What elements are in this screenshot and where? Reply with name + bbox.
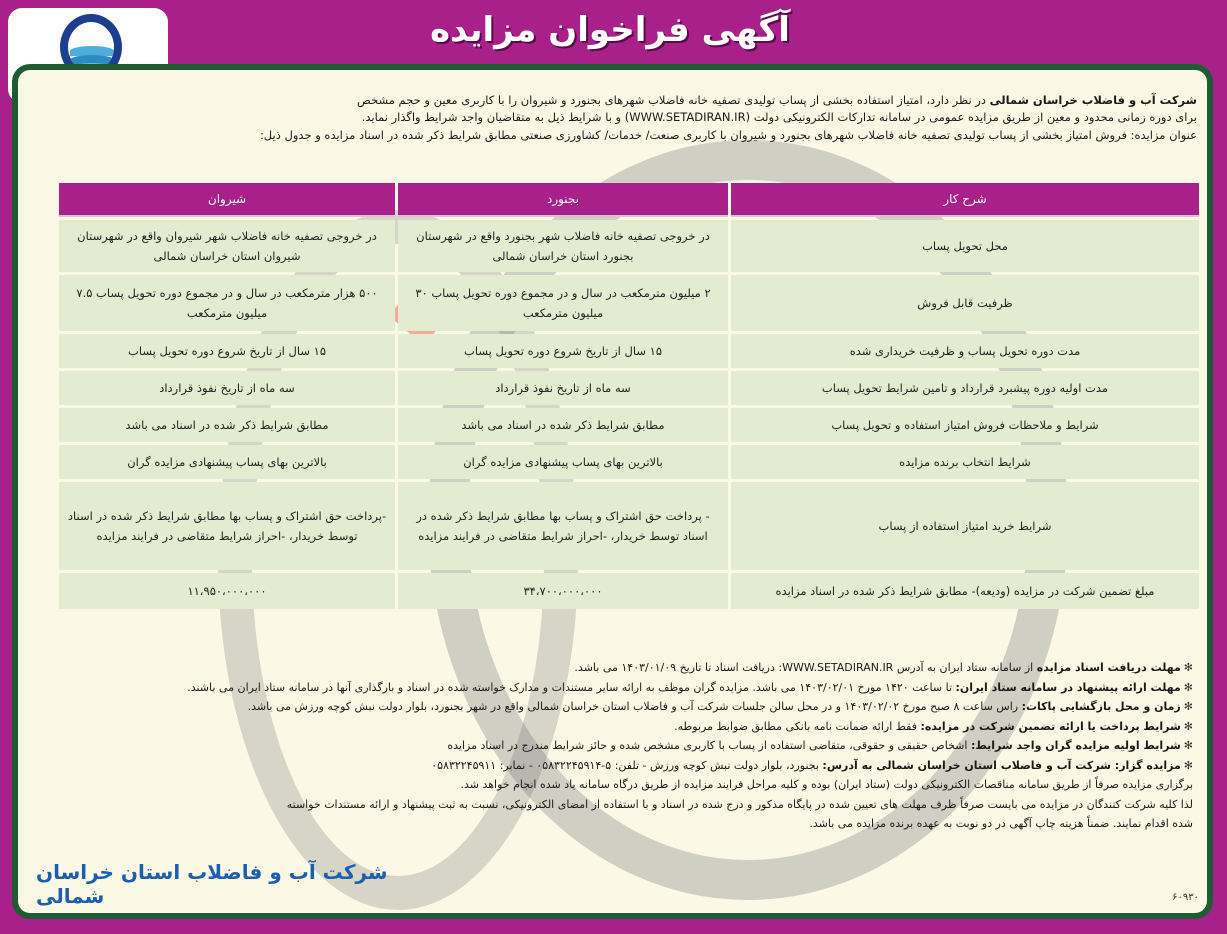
note-item [43, 658, 1193, 678]
note-text: فقط ارائه ضمانت نامه بانکی مطابق ضوابط مربوطه. [674, 719, 921, 733]
note-label: مزایده گزار: شرکت آب و فاضلاب استان خراسان شمالی به آدرس: [822, 758, 1181, 772]
note-text: تا ساعت ۱۴۲۰ مورخ ۱۴۰۳/۰۲/۰۱ می باشد. مزایده گران موظف به ارائه سایر مستندات و مدارک خواسته شده در اسناد و بارگذاری آنها در سامانه ستاد ایران می باشند. [187, 680, 956, 694]
asterisk-bullet-icon: ✻ [1183, 700, 1193, 713]
note-text: راس ساعت ۸ صبح مورخ ۱۴۰۳/۰۲/۰۲ و در محل سالن جلسات شرکت آب و فاضلاب استان خراسان شمالی واقع در شهر بجنورد، بلوار دولت نبش کوچه ورزش می باشد. [247, 700, 1022, 713]
note-text: اشخاص حقیقی و حقوقی، متقاضی استفاده از پساب با کاربری مشخص شده و حائز شرایط مندرج در اسناد مزایده [447, 739, 971, 752]
asterisk-bullet-icon: ✻ [1183, 739, 1193, 752]
cell-bojnourd: سه ماه از تاریخ نفوذ قرارداد [398, 371, 728, 405]
note-label: زمان و محل بازگشایی پاکات: [1021, 700, 1181, 713]
cell-shirvan: در خروجی تصفیه خانه فاضلاب شهر شیروان واقع در شهرستان شیروان استان خراسان شمالی [59, 220, 395, 272]
cell-shirvan: ۱۱،۹۵۰،۰۰۰،۰۰۰ [59, 573, 395, 609]
cell-shirvan: ۱۵ سال از تاریخ شروع دوره تحویل پساب [59, 334, 395, 368]
note-label: مهلت دریافت اسناد مزایده [1036, 661, 1181, 674]
company-name: شرکت آب و فاضلاب خراسان شمالی [989, 93, 1197, 107]
table-row [59, 482, 1199, 570]
note-label: شرایط پرداخت یا ارائه تضمین شرکت در مزایده: [920, 719, 1181, 733]
cell-shirvan: سه ماه از تاریخ نفوذ قرارداد [59, 371, 395, 405]
cell-item: مبلغ تضمین شرکت در مزایده (ودیعه)- مطابق شرایط ذکر شده در اسناد مزایده [731, 573, 1199, 609]
table-row [59, 334, 1199, 368]
reference-number: ۶۰۹۳۰ [1172, 892, 1199, 903]
ad-body [12, 64, 1213, 919]
footer-line-3: شده اقدام نمایند. ضمناً هزینه چاپ آگهی در دو نوبت به عهده برنده مزایده می باشد. [809, 817, 1193, 830]
table-row [59, 408, 1199, 442]
auction-subject: عنوان مزایده: فروش امتیاز بخشی از پساب تولیدی تصفیه خانه فاضلاب شهرهای بجنورد و شیروان با کاربری صنعت/ خدمات/ کشاورزی صنعتی مطابق شرایط ذکر شده در اسناد مزایده و جدول ذیل: [259, 128, 1197, 142]
footer-line-2: لذا کلیه شرکت کنندگان در مزایده می بایست صرفاً ظرف مهلت های تعیین شده در پایگاه مذکور و درج شده در اسناد و با استفاده از امضای الکترونیکی، نسبت به ثبت پیشنهاد و ارائه مستندات خواسته [286, 797, 1193, 811]
cell-item: مدت اولیه دوره پیشبرد قرارداد و تامین شرایط تحویل پساب [731, 371, 1199, 405]
note-text: از سامانه ستاد ایران به آدرس WWW.SETADIRAN.IR: دریافت اسناد تا تاریخ ۱۴۰۳/۰۱/۰۹ می باشد. [574, 661, 1037, 674]
cell-item: شرایط خرید امتیاز استفاده از پساب [731, 482, 1199, 570]
auction-notes [43, 658, 1193, 834]
table-row [59, 445, 1199, 479]
asterisk-bullet-icon: ✻ [1183, 680, 1193, 694]
cell-shirvan: ۵۰۰ هزار مترمکعب در سال و در مجموع دوره تحویل پساب ۷.۵ میلیون مترمکعب [59, 275, 395, 331]
asterisk-bullet-icon: ✻ [1183, 719, 1193, 733]
cell-bojnourd: در خروجی تصفیه خانه فاضلاب شهر بجنورد واقع در شهرستان بجنورد استان خراسان شمالی [398, 220, 728, 272]
note-label: مهلت ارائه پیشنهاد در سامانه ستاد ایران: [955, 680, 1181, 694]
column-header-shirvan: شیروان [59, 183, 395, 217]
table-row [59, 573, 1199, 609]
note-label: شرایط اولیه مزایده گران واجد شرایط: [970, 739, 1181, 752]
cell-bojnourd: بالاترین بهای پساب پیشنهادی مزایده گران [398, 445, 728, 479]
cell-item: ظرفیت قابل فروش [731, 275, 1199, 331]
cell-shirvan: -پرداخت حق اشتراک و پساب بها مطابق شرایط ذکر شده در اسناد توسط خریدار، -احراز شرایط متقاضی در فرایند مزایده [59, 482, 395, 570]
cell-bojnourd: مطابق شرایط ذکر شده در اسناد می باشد [398, 408, 728, 442]
cell-bojnourd: ۲ میلیون مترمکعب در سال و در مجموع دوره تحویل پساب ۳۰ میلیون مترمکعب [398, 275, 728, 331]
note-item [43, 736, 1193, 756]
table-row [59, 220, 1199, 272]
cell-item: محل تحویل پساب [731, 220, 1199, 272]
table-row [59, 275, 1199, 331]
title-band [0, 0, 1227, 60]
intro-paragraph [157, 92, 1197, 144]
company-signature: شرکت آب و فاضلاب استان خراسان شمالی [36, 860, 388, 908]
note-item [43, 717, 1193, 737]
cell-item: شرایط و ملاحظات فروش امتیاز استفاده و تحویل پساب [731, 408, 1199, 442]
asterisk-bullet-icon: ✻ [1183, 758, 1193, 772]
page-title: آگهی فراخوان مزایده [430, 10, 790, 50]
cell-item: مدت دوره تحویل پساب و ظرفیت خریداری شده [731, 334, 1199, 368]
column-header-description: شرح کار [731, 183, 1199, 217]
intro-line-1 [157, 92, 1197, 109]
cell-item: شرایط انتخاب برنده مزایده [731, 445, 1199, 479]
cell-bojnourd: ۱۵ سال از تاریخ شروع دوره تحویل پساب [398, 334, 728, 368]
auction-table [56, 180, 1202, 612]
footer-line-1: برگزاری مزایده صرفاً از طریق سامانه مناقصات الکترونیکی دولت (ستاد ایران) بوده و کلیه مراحل فرایند مزایده از طریق درگاه سامانه یاد شده انجام خواهد شد. [460, 778, 1193, 791]
asterisk-bullet-icon: ✻ [1183, 661, 1193, 674]
note-item [43, 678, 1193, 698]
note-text: بجنورد، بلوار دولت نبش کوچه ورزش - تلفن: ۵-۰۵۸۳۲۲۴۵۹۱۴ - نمابر: ۰۵۸۳۲۲۴۵۹۱۱ [431, 758, 823, 772]
column-header-bojnourd: بجنورد [398, 183, 728, 217]
note-item [43, 756, 1193, 776]
cell-bojnourd: ۳۴،۷۰۰،۰۰۰،۰۰۰ [398, 573, 728, 609]
intro-line-1-text: در نظر دارد، امتیاز استفاده بخشی از پساب تولیدی تصفیه خانه فاضلاب شهرهای بجنورد و شیروان را با کاربری معین و حجم مشخص [356, 93, 990, 107]
cell-shirvan: مطابق شرایط ذکر شده در اسناد می باشد [59, 408, 395, 442]
cell-shirvan: بالاترین بهای پساب پیشنهادی مزایده گران [59, 445, 395, 479]
table-row [59, 371, 1199, 405]
note-item [43, 697, 1193, 717]
intro-line-2: برای دوره زمانی محدود و معین از طریق مزایده عمومی در سامانه تدارکات الکترونیکی دولت (WWW.SETADIRAN.IR) و با شرایط ذیل به متقاضیان واجد شرایط واگذار نماید. [361, 110, 1197, 124]
cell-bojnourd: - پرداخت حق اشتراک و پساب بها مطابق شرایط ذکر شده در اسناد توسط خریدار، -احراز شرایط متقاضی در فرایند مزایده [398, 482, 728, 570]
table-header-row [59, 183, 1199, 217]
